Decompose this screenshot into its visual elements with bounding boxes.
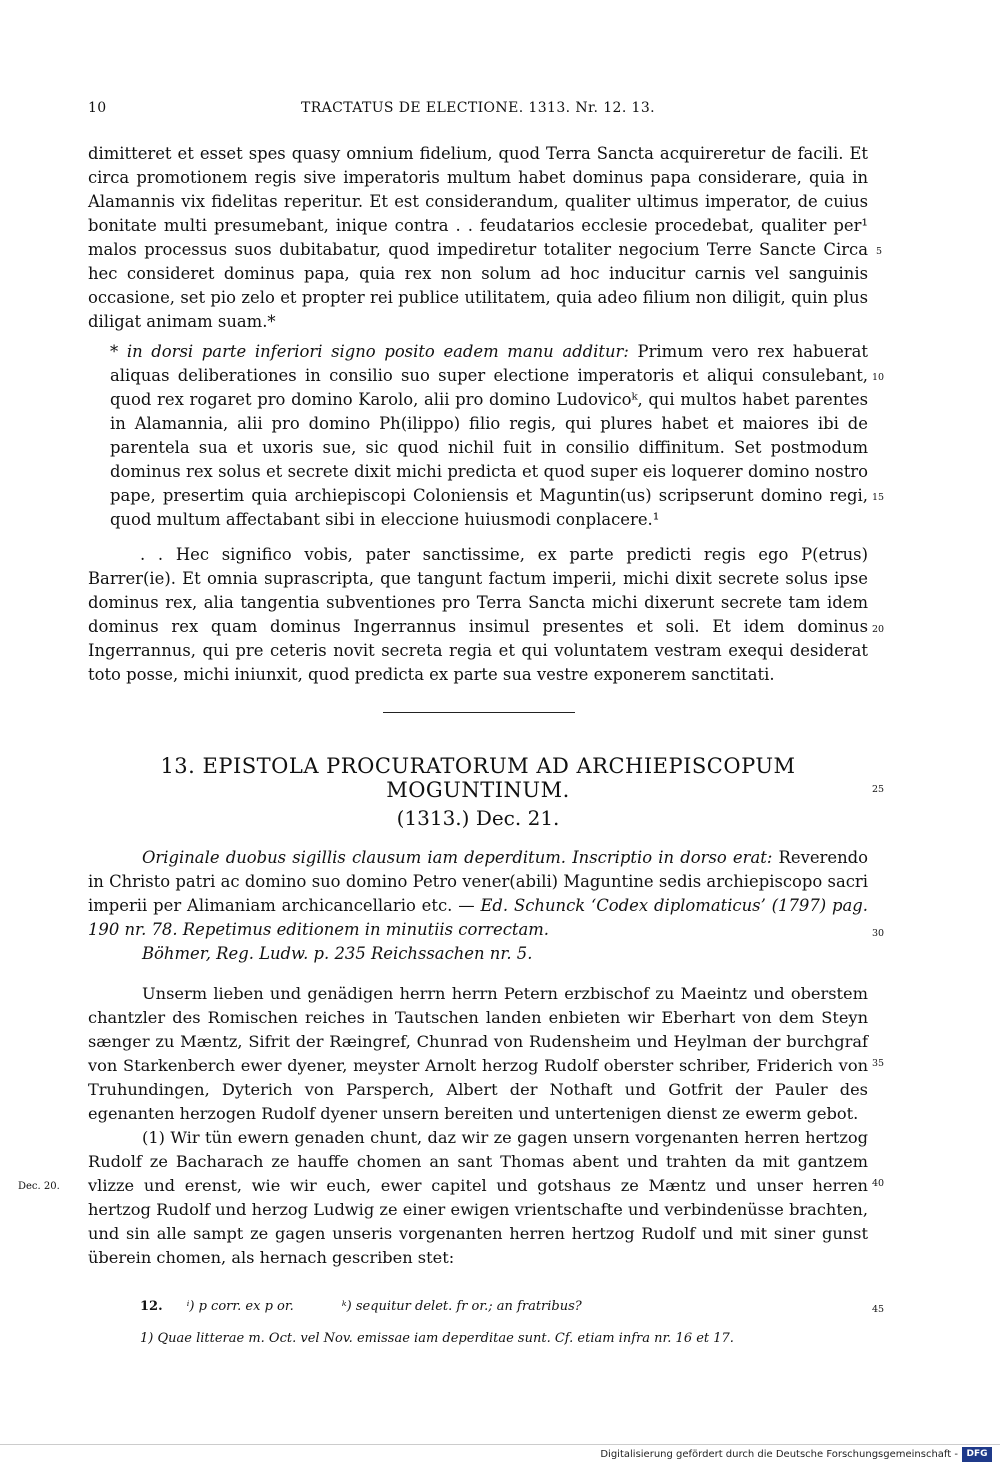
section-date: (1313.) Dec. 21. — [396, 806, 560, 830]
german-paragraph-2: (1) Wir tün ewern genaden chunt, daz wir ze gagen unsern vorgenanten herren hertzog Rudolf ze Bacharach ze hauffe chomen an sant Thomas abent und trahten da mit gantzem vlizze und erenst, wie wir euch, ewer capitel und gotshaus ze Mæntz und unser herren hertzog Rudolf und herzog Ludwig ze einer ewigen vrientschafte und verbindenüsse brachten, und sin alle sampt ze gagen unseris vorgenanten herren hertzog Rudolf und mit siner gunst überein chomen, als hernach gescriben stet: — [88, 1128, 868, 1267]
footnote-1: 1) Quae litterae m. Oct. vel Nov. emissae iam deperditae sunt. Cf. etiam infra nr. 16 et 17. — [140, 1331, 734, 1346]
section-title-line-2: MOGUNTINUM. — [386, 778, 570, 802]
german-letter — [88, 982, 868, 1270]
line-number: 5 — [876, 246, 883, 257]
line-number: 10 — [872, 372, 885, 383]
line-number: 15 — [872, 492, 885, 503]
line-number: 20 — [872, 624, 885, 635]
footnote-12-b: ᵏ) sequitur delet. fr or.; an fratribus? — [341, 1299, 582, 1314]
line-number: 45 — [872, 1304, 885, 1315]
page-number: 10 — [88, 100, 107, 116]
body-paragraph-1: dimitteret et esset spes quasy omnium fidelium, quod Terra Sancta acquireretur de facili. Et circa promotionem regis sive imperatoris multum habet dominus papa considerare, quia in Alamannis vix fidelitas reperitur. Et est considerandum, qualiter ultimus imperator, de cuius bonitate multi presumebant, inique contra . . feudatarios ecclesie procedebat, qualiter per¹ malos processus suos dubitabatur, quod impediretur totaliter negocium Terre Sancte Circa hec consideret dominus papa, quia rex non solum ad hoc inducitur carnis vel sanguinis occasione, set pio zelo et propter rei publice utilitatem, quia adeo filium non diligit, quin plus diligat animam suam.* — [88, 144, 868, 331]
footnote-12 — [140, 1298, 582, 1316]
body-paragraph-2 — [88, 543, 868, 687]
section-title-line-1: 13. EPISTOLA PROCURATORUM AD ARCHIEPISCOPUM — [160, 754, 796, 778]
margin-date: Dec. 20. — [18, 1181, 60, 1192]
line-number: 35 — [872, 1058, 885, 1069]
german-paragraph-1: Unserm lieben und genädigen herrn herrn Petern erzbischof zu Maeintz und oberstem chantzler des Romischen reiches in Tautschen landen enbieten wir Eberhart von dem Steyn sænger zu Mæntz, Sifrit der Ræingref, Chunrad von Rudensheim und Heylman der burchgraf von Starkenberch ewer dyener, meyster Arnolt herzog Rudolf oberster schriber, Friderich von Truhundingen, Dyterich von Parsperch, Albert der Nothaft und Gotfrit der Pauler des egenanten herzogen Rudolf dyener unsern bereiten und untertenigen dienst ze ewerm gebot. — [88, 984, 868, 1123]
line-number: 25 — [872, 784, 885, 795]
line-number: 40 — [872, 1178, 885, 1189]
source-note-part-3: Ed. Schunck ‘Codex diplomaticus’ (1797) pag. 190 nr. 78. Repetimus editionem in minutiis correctam. — [88, 896, 868, 939]
body-paragraph-2-text: . . Hec significo vobis, pater sanctissime, ex parte predicti regis ego P(etrus) Barrer(ie). Et omnia suprascripta, que tangunt factum imperii, michi dixit secrete solus ipse dominus rex, alia tangentia subventiones pro Terra Sancta michi dixerunt secrete tam idem dominus rex quam dominus Ingerrannus insimul presentes et soli. Et idem dominus Ingerrannus, qui pre ceteris novit secreta regia et qui voluntatem vestram exequi desiderat toto posse, michi iniunxit, quod predicta ex parte sua vestre exponerem sanctitati. — [88, 545, 868, 684]
dorsal-note-intro: * in dorsi parte inferiori signo posito eadem manu additur: — [110, 342, 629, 361]
source-note-part-1: Originale duobus sigillis clausum iam deperditum. Inscriptio in dorso erat: — [142, 848, 773, 867]
dorsal-note-text: Primum vero rex habuerat aliquas deliberationes in consilio suo super electione imperatoris et aliqui consulebant, quod rex rogaret pro domino Karolo, alii pro domino Ludovicoᵏ, qui multos habet parentes in Alamannia, alii pro domino Ph(ilippo) filio regis, qui plures habet et maiores ibi de parentela sua et uxoris sue, sic quod nichil fuit in consilio diffinitum. Set postmodum dominus rex solus et secrete dixit michi predicta et quod super eis loquerer domino nostro pape, presertim quia archiepiscopi Coloniensis et Maguntin(us) scripserunt domino regi, quod multum affectabant sibi in eleccione huiusmodi conplacere.¹ — [110, 342, 868, 529]
source-note-part-2: Reverendo in Christo patri ac domino suo domino Petro vener(abili) Maguntine sedis archiepiscopo sacri imperii per Alimaniam archicancellario etc. — — [88, 848, 868, 915]
section-title — [88, 754, 868, 802]
source-note — [88, 846, 868, 942]
footnote-12-a: ⁱ) p corr. ex p or. — [186, 1299, 294, 1314]
dfg-logo: DFG — [962, 1447, 992, 1462]
line-number: 30 — [872, 928, 885, 939]
running-title: TRACTATUS DE ELECTIONE. 1313. Nr. 12. 13. — [300, 100, 656, 116]
section-divider — [383, 712, 575, 713]
boehmer-reference: Böhmer, Reg. Ludw. p. 235 Reichssachen nr. 5. — [142, 944, 533, 963]
footnote-12-number: 12. — [140, 1299, 163, 1314]
footer-credit: Digitalisierung gefördert durch die Deutsche Forschungsgemeinschaft - — [600, 1449, 958, 1460]
dorsal-note — [110, 340, 868, 532]
